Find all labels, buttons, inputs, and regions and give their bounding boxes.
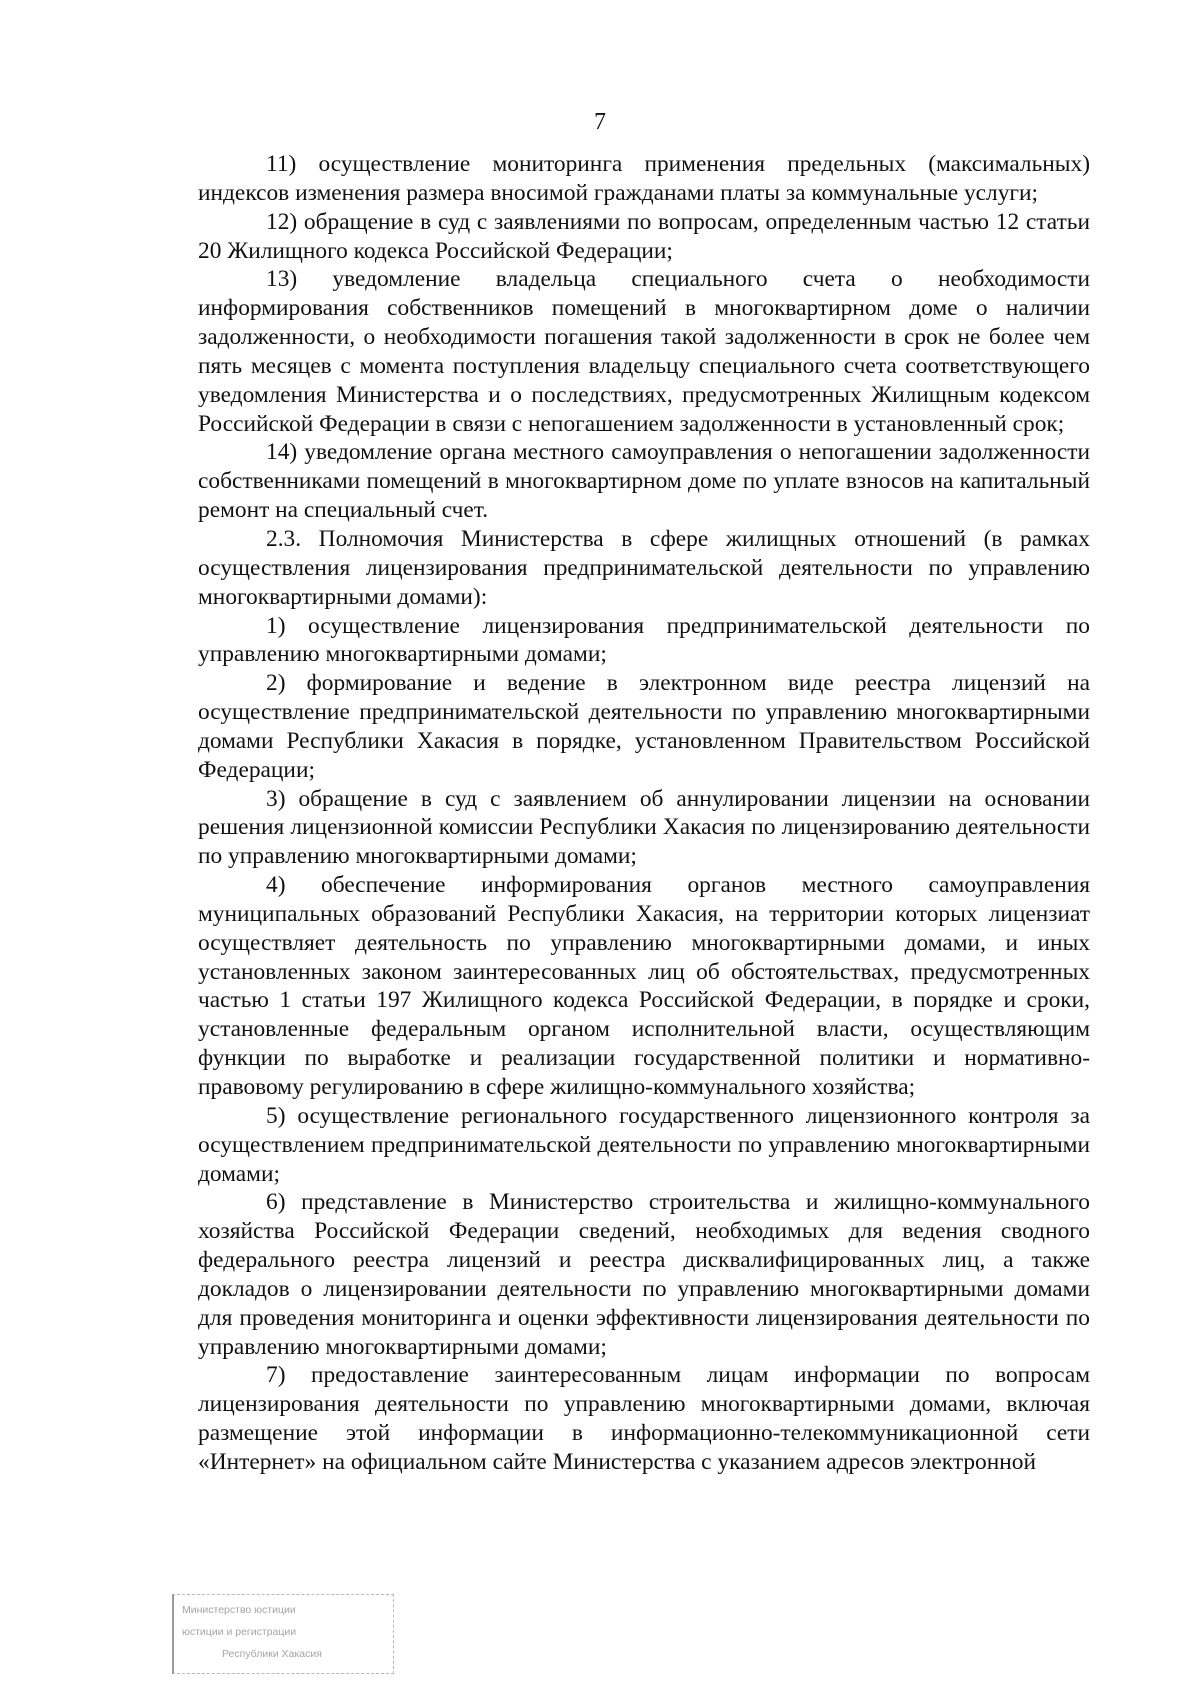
section-heading-2-3: 2.3. Полномочия Министерства в сфере жилищных отношений (в рамках осуществления лицензирования предпринимательской деятельности по управлению многоквартирными домами): [198,525,1090,610]
paragraph-item-7: 7) предоставление заинтересованным лицам информации по вопросам лицензирования деятельности по управлению многоквартирными домами, включая размещение этой информации в информационно-телекоммуникационной сети «Интернет» на официальном сайте Министерства с указанием адресов электронной [198,1362,1090,1475]
paragraph-item-6: 6) представление в Министерство строительства и жилищно-коммунального хозяйства Российской Федерации сведений, необходимых для ведения сводного федерального реестра лицензий и реестра дисквалифицированных лиц, а также докладов о лицензировании деятельности по управлению многоквартирными домами для проведения мониторинга и оценки эффективности лицензирования деятельности по управлению многоквартирными домами; [198,1189,1090,1360]
paragraph-item-14: 14) уведомление органа местного самоуправления о непогашении задолженности собственниками помещений в многоквартирном доме по уплате взносов на капитальный ремонт на специальный счет. [198,439,1090,524]
stamp-line-3: Республики Хакасия [222,1648,322,1660]
document-body [198,150,1090,1477]
paragraph-item-12: 12) обращение в суд с заявлениями по вопросам, определенным частью 12 статьи 20 Жилищного кодекса Российской Федерации; [198,208,1090,264]
stamp-line-2: юстиции и регистрации [182,1626,297,1638]
stamp-line-1: Министерство юстиции [182,1604,296,1616]
paragraph-item-5: 5) осуществление регионального государственного лицензионного контроля за осуществлением предпринимательской деятельности по управлению многоквартирными домами; [198,1102,1090,1187]
paragraph-item-3: 3) обращение в суд с заявлением об аннулировании лицензии на основании решения лицензионной комиссии Республики Хакасия по лицензированию деятельности по управлению многоквартирными домами; [198,785,1090,870]
paragraph-item-2: 2) формирование и ведение в электронном виде реестра лицензий на осуществление предпринимательской деятельности по управлению многоквартирными домами Республики Хакасия в порядке, установленном Правительством Российской Федерации; [198,670,1090,783]
page-number: 7 [594,109,606,135]
paragraph-item-13: 13) уведомление владельца специального счета о необходимости информирования собственников помещений в многоквартирном доме о наличии задолженности, о необходимости погашения такой задолженности в срок не более чем пять месяцев с момента поступления владельцу специального счета соответствующего уведомления Министерства и о последствиях, предусмотренных Жилищным кодексом Российской Федерации в связи с непогашением задолженности в установленный срок; [198,266,1090,437]
paragraph-item-11: 11) осуществление мониторинга применения предельных (максимальных) индексов изменения размера вносимой гражданами платы за коммунальные услуги; [198,151,1090,206]
paragraph-item-1: 1) осуществление лицензирования предпринимательской деятельности по управлению многоквартирными домами; [198,612,1090,668]
registration-stamp [172,1594,394,1674]
paragraph-item-4: 4) обеспечение информирования органов местного самоуправления муниципальных образований Республики Хакасия, на территории которых лицензиат осуществляет деятельность по управлению многоквартирными домами, и иных установленных законом заинтересованных лиц об обстоятельствах, предусмотренных частью 1 статьи 197 Жилищного кодекса Российской Федерации, в порядке и сроки, установленные федеральным органом исполнительной власти, осуществляющим функции по выработке и реализации государственной политики и нормативно-правовому регулированию в сфере жилищно-коммунального хозяйства; [198,872,1090,1100]
